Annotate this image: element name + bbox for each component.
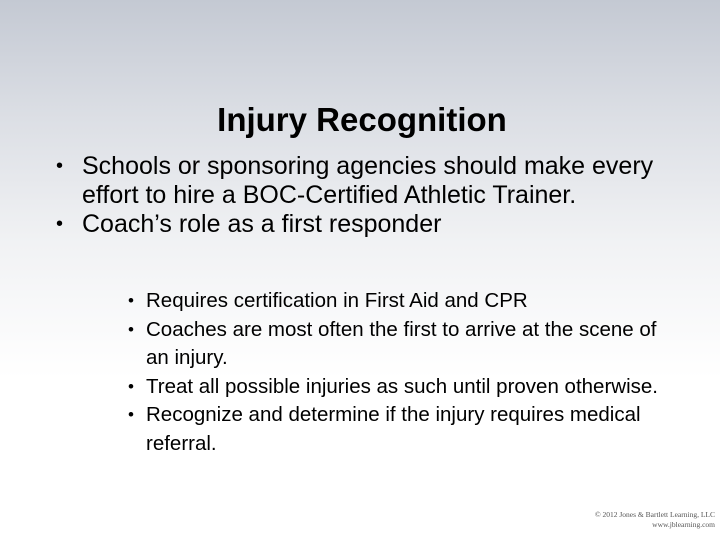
publisher-website: www.jblearning.com <box>652 520 715 529</box>
bullet-marker: • <box>56 155 64 177</box>
main-bullet-list <box>52 152 662 239</box>
sub-bullet-marker: • <box>128 405 134 424</box>
bullet-text: Coach’s role as a first responder <box>82 210 442 238</box>
sub-bullet-text: Requires certification in First Aid and CPR <box>146 289 528 312</box>
sub-bullet-marker: • <box>128 291 134 310</box>
sub-bullet-item <box>127 287 667 316</box>
bullet-item <box>52 152 662 210</box>
slide-title: Injury Recognition <box>217 101 507 138</box>
bullet-text: Schools or sponsoring agencies should make every effort to hire a BOC-Certified Athletic Trainer. <box>82 152 654 209</box>
sub-bullet-text: Treat all possible injuries as such until proven otherwise. <box>146 374 658 398</box>
copyright-notice <box>565 510 715 530</box>
copyright-text: © 2012 Jones & Bartlett Learning, LLC <box>594 510 715 519</box>
sub-bullet-item <box>127 401 667 458</box>
sub-bullet-marker: • <box>128 319 134 339</box>
sub-bullet-text: Recognize and determine if the injury requires medical referral. <box>146 403 641 455</box>
sub-bullet-list <box>127 287 667 458</box>
sub-bullet-item <box>127 316 667 373</box>
sub-bullet-marker: • <box>128 376 134 396</box>
sub-bullet-text: Coaches are most often the first to arrive at the scene of an injury. <box>146 317 657 369</box>
bullet-item <box>52 210 662 239</box>
sub-bullet-item <box>127 373 667 402</box>
bullet-marker: • <box>56 213 64 235</box>
